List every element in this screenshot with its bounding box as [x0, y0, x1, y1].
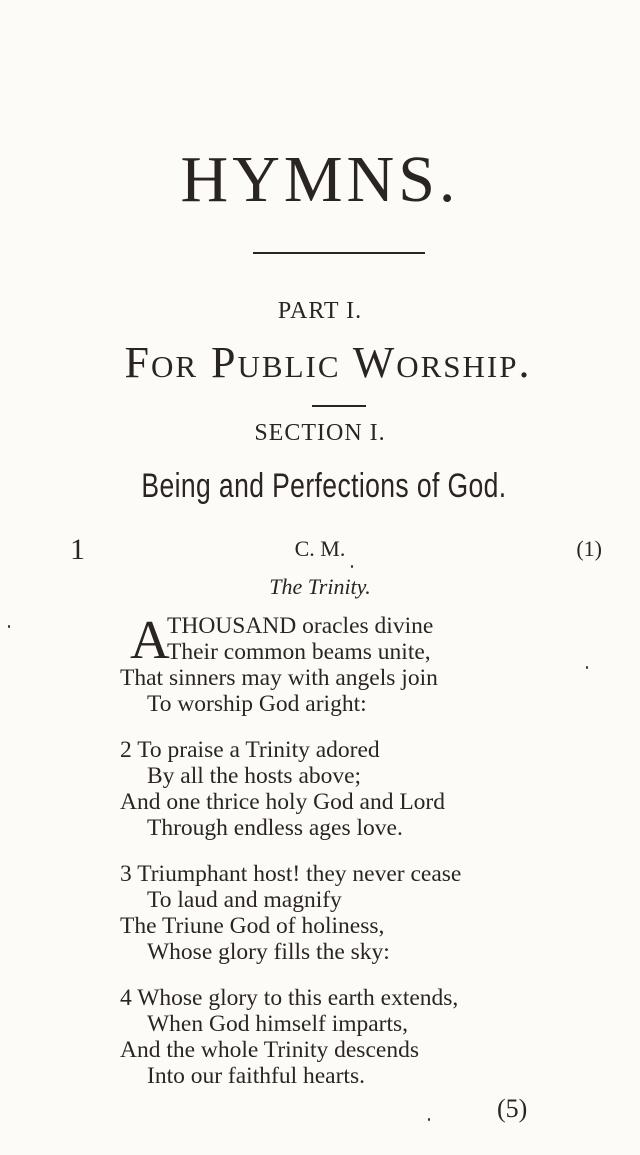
- verse-3: [120, 861, 461, 965]
- print-speck: [8, 625, 10, 628]
- title-divider: [253, 252, 425, 254]
- verse-line: That sinners may with angels join: [120, 665, 438, 691]
- verse-line: Into our faithful hearts.: [147, 1063, 365, 1089]
- verse-line: THOUSAND oracles divine: [167, 613, 434, 639]
- verse-line: And the whole Trinity descends: [120, 1037, 419, 1063]
- section-title: Being and Perfections of God.: [141, 467, 507, 505]
- verse-4: [120, 985, 458, 1089]
- verse-line: Whose glory fills the sky:: [147, 939, 390, 965]
- verse-line: The Triune God of holiness,: [120, 913, 385, 939]
- verse-line: When God himself imparts,: [147, 1011, 409, 1037]
- hymn-number: 1: [70, 533, 85, 566]
- verse-line: Their common beams unite,: [167, 639, 431, 665]
- print-speck: [428, 1118, 430, 1121]
- part-heading: PART I.: [277, 298, 363, 324]
- verse-line: 4 Whose glory to this earth extends,: [120, 985, 459, 1011]
- verse-line: Through endless ages love.: [147, 815, 403, 841]
- tune-number: (1): [576, 536, 602, 561]
- hymn-meter: C. M.: [294, 536, 346, 561]
- part-title: For Public Worship.: [124, 338, 532, 387]
- verse-line: 2 To praise a Trinity adored: [120, 737, 380, 763]
- verse-line: And one thrice holy God and Lord: [120, 789, 446, 815]
- hymn-subtitle: The Trinity.: [269, 574, 371, 599]
- verse-1: [120, 609, 438, 717]
- verse-line: 3 Triumphant host! they never cease: [120, 861, 462, 887]
- print-speck: [586, 666, 588, 669]
- page-title: HYMNS.: [180, 143, 460, 216]
- drop-cap: A: [130, 609, 170, 670]
- verse-line: To laud and magnify: [147, 887, 342, 913]
- page-number: (5): [497, 1094, 528, 1123]
- print-speck: [351, 565, 353, 568]
- verse-line: By all the hosts above;: [147, 763, 362, 789]
- verse-2: [120, 737, 445, 841]
- section-heading: SECTION I.: [254, 420, 386, 446]
- part-divider: [312, 405, 366, 407]
- verse-line: To worship God aright:: [147, 691, 367, 717]
